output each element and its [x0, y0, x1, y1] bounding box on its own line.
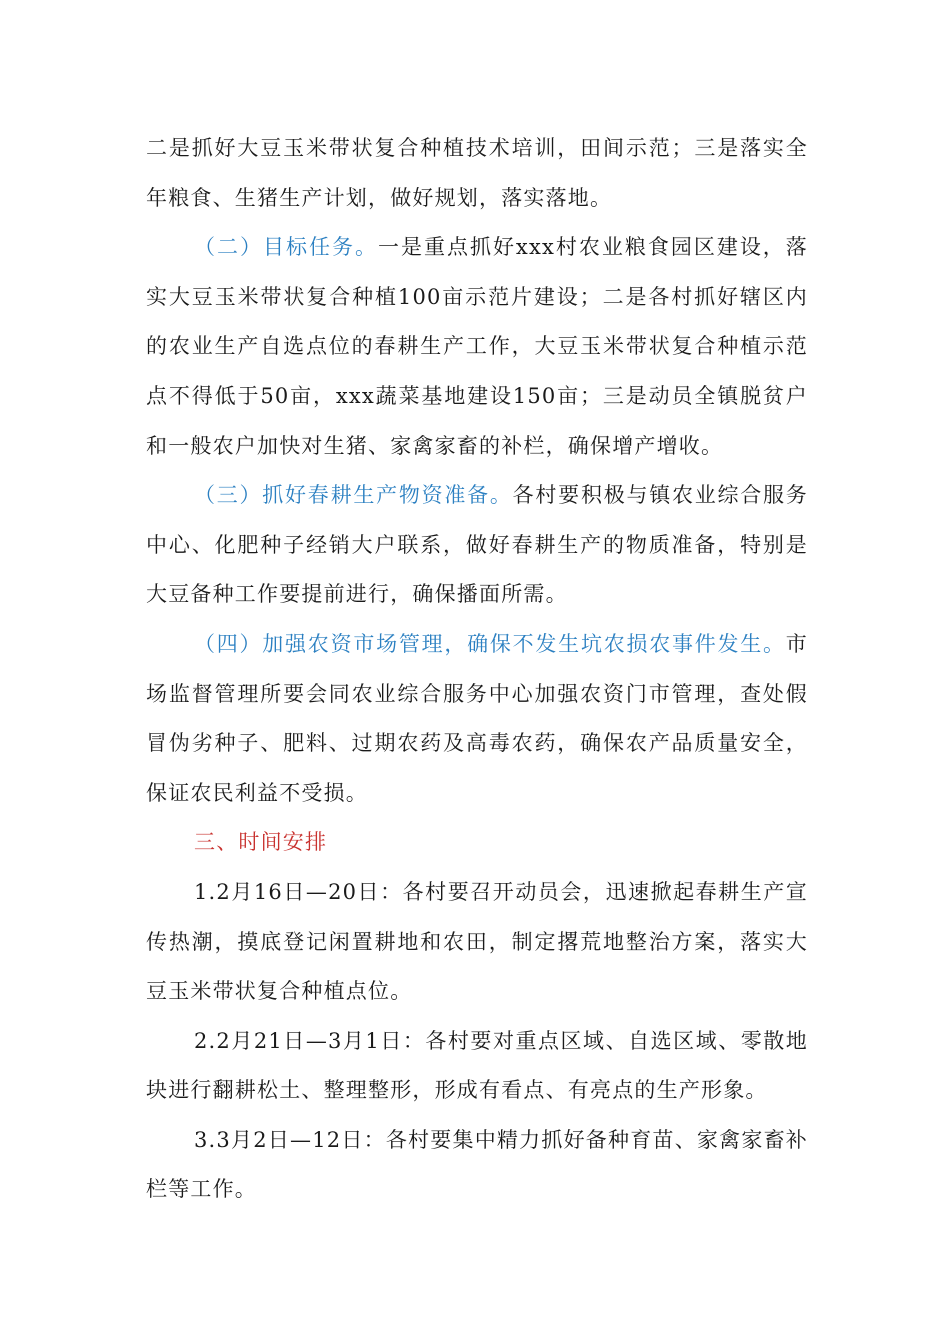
subheading-market: （四）加强农资市场管理，确保不发生坑农损农事件发生。 [194, 631, 786, 656]
schedule-item-3: 3.3月2日—12日：各村要集中精力抓好备种育苗、家禽家畜补栏等工作。 [146, 1127, 808, 1202]
subheading-materials: （三）抓好春耕生产物资准备。 [194, 483, 513, 508]
paragraph-market-body: 市场监督管理所要会同农业综合服务中心加强农资门市管理，查处假冒伪劣种子、肥料、过期农药及高毒农药，确保农产品质量安全，保证农民利益不受损。 [146, 631, 808, 805]
paragraph-materials-body: 各村要积极与镇农业综合服务中心、化肥种子经销大户联系，做好春耕生产的物质准备，特别是大豆备种工作要提前进行，确保播面所需。 [146, 483, 808, 607]
paragraph-materials [146, 471, 808, 620]
paragraph-market [146, 620, 808, 818]
schedule-item-1: 1.2月16日—20日：各村要召开动员会，迅速掀起春耕生产宣传热潮，摸底登记闲置耕地和农田，制定撂荒地整治方案，落实大豆玉米带状复合种植点位。 [146, 879, 808, 1004]
paragraph-continuation: 二是抓好大豆玉米带状复合种植技术培训，田间示范；三是落实全年粮食、生猪生产计划，做好规划，落实落地。 [146, 136, 808, 210]
paragraph-goals [146, 223, 808, 471]
subheading-goals: （二）目标任务。 [194, 235, 378, 260]
paragraph-goals-body: 一是重点抓好xxx村农业粮食园区建设，落实大豆玉米带状复合种植100亩示范片建设；二是各村抓好辖区内的农业生产自选点位的春耕生产工作，大豆玉米带状复合种植示范点不得低于50亩，xxx蔬菜基地建设150亩；三是动员全镇脱贫户和一般农户加快对生猪、家禽家畜的补栏，确保增产增收。 [146, 235, 809, 458]
section-heading-schedule: 三、时间安排 [194, 830, 328, 855]
schedule-item-2: 2.2月21日—3月1日：各村要对重点区域、自选区域、零散地块进行翻耕松土、整理整形，形成有看点、有亮点的生产形象。 [146, 1028, 808, 1103]
